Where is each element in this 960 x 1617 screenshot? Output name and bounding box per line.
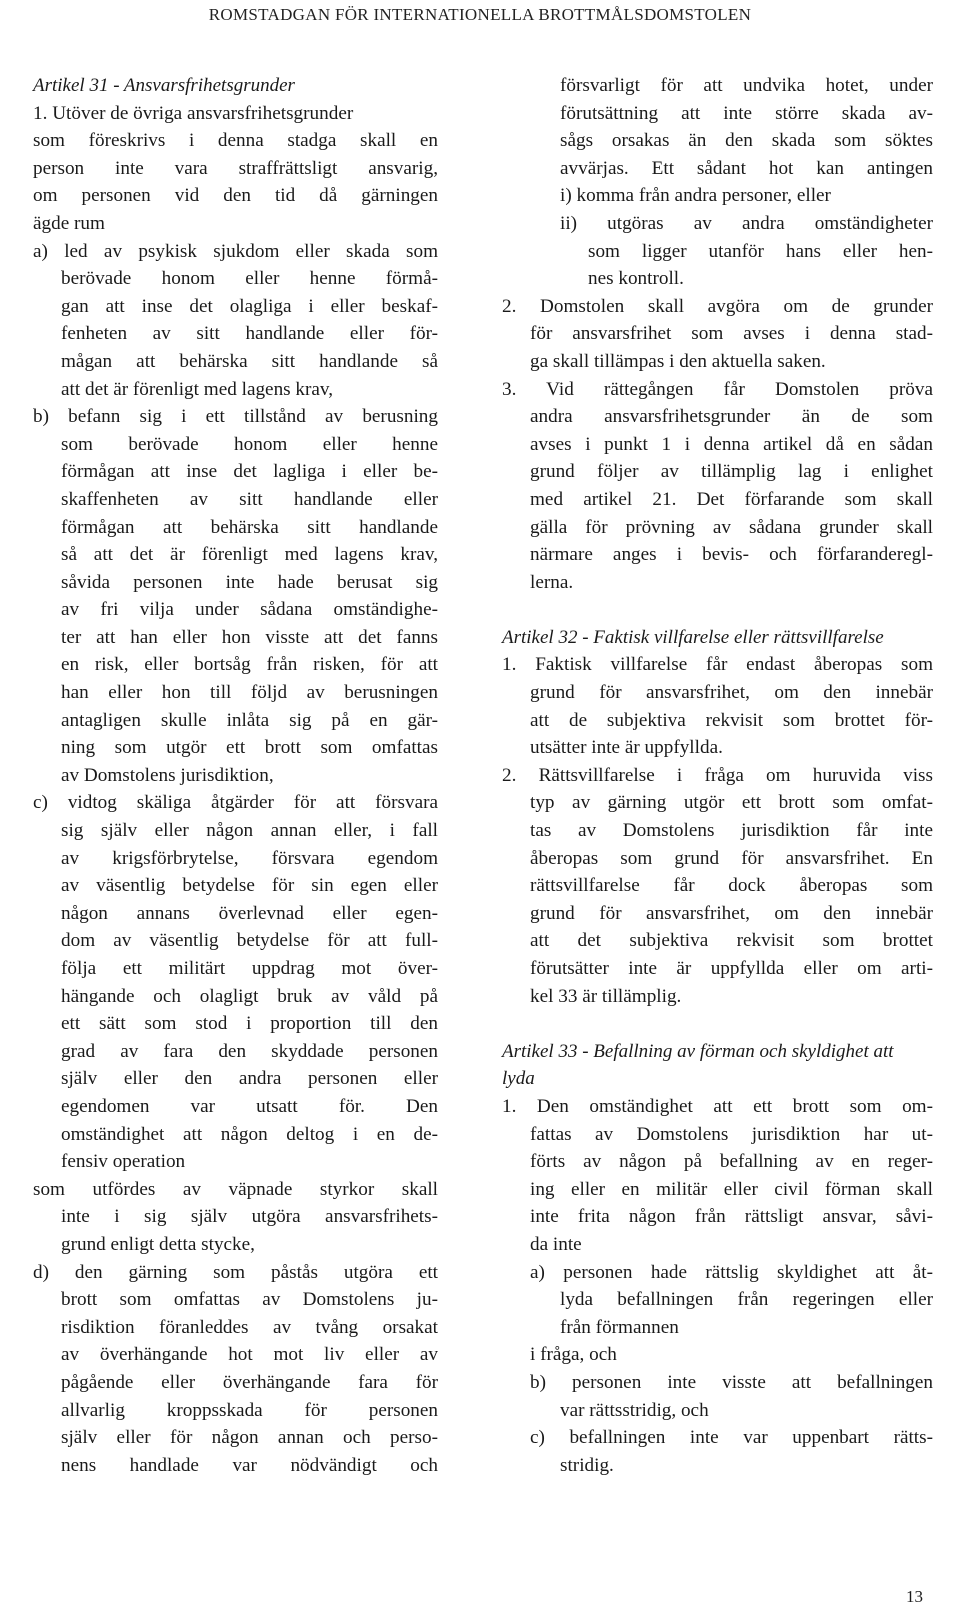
text-line: mågan att behärska sitt handlande så	[61, 350, 438, 372]
text-line: 2. Domstolen skall avgöra om de grunder	[502, 295, 933, 317]
text-line: sig själv eller någon annan eller, i fall	[61, 820, 438, 842]
text-line: av fri vilja under sådana omständighe-	[61, 599, 438, 621]
text-line: skaffenheten av sitt handlande eller	[61, 488, 438, 510]
text-line: inte frita någon från rättsligt ansvar, såvi-	[530, 1206, 933, 1228]
text-line: grad av fara den skyddade personen	[61, 1040, 438, 1062]
text-line: själv eller för någon annan och perso-	[61, 1427, 438, 1449]
page-number: 13	[906, 1587, 923, 1606]
text-line: b) personen inte visste att befallningen	[530, 1371, 933, 1393]
text-line: utsätter inte är uppfyllda.	[530, 737, 723, 759]
text-line: inte i sig själv utgöra ansvarsfrihets-	[61, 1206, 438, 1228]
text-line: 1. Faktisk villfarelse får endast åberopas som	[502, 654, 933, 676]
text-line: tas av Domstolens jurisdiktion får inte	[530, 820, 933, 842]
text-line: antagligen skulle inlåta sig på en gär-	[61, 709, 438, 731]
text-line: med artikel 21. Det förfarande som skall	[530, 488, 933, 510]
text-line: som föreskrivs i denna stadga skall en	[33, 130, 438, 152]
text-line: av överhängande hot mot liv eller av	[61, 1344, 438, 1366]
text-line: som berövade honom eller henne	[61, 433, 438, 455]
text-line: fensiv operation	[61, 1151, 186, 1173]
text-line: berövade honom eller henne förmå-	[61, 268, 438, 290]
text-line: av väsentlig betydelse för sin egen eller	[61, 875, 438, 897]
text-line: person inte vara straffrättsligt ansvarig,	[33, 157, 438, 179]
text-line: andra ansvarsfrihetsgrunder än de som	[530, 406, 933, 428]
text-line: av Domstolens jurisdiktion,	[61, 764, 274, 786]
text-line: fenheten av sitt handlande eller för-	[61, 323, 438, 345]
text-line: förutsätter inte är uppfyllda eller om arti-	[530, 958, 933, 979]
text-line: typ av gärning utgör ett brott som omfat-	[530, 792, 933, 814]
text-line: a) personen hade rättslig skyldighet att åt-	[530, 1261, 933, 1283]
text-line: risdiktion föranleddes av tvång orsakat	[61, 1316, 438, 1338]
text-line: egendomen var utsatt för. Den	[61, 1095, 438, 1117]
text-line: närmare anges i bevis- och förfaranderegl-	[530, 544, 933, 566]
text-line: ett sätt som stod i proportion till den	[61, 1013, 438, 1035]
text-line: att det är förenligt med lagens krav,	[61, 378, 334, 400]
text-line: så att det är förenligt med lagens krav,	[61, 544, 438, 566]
text-line: i) komma från andra personer, eller	[560, 185, 831, 207]
text-line: a) led av psykisk sjukdom eller skada som	[33, 240, 438, 262]
article-heading: Artikel 31 - Ansvarsfrihetsgrunder	[33, 75, 295, 96]
running-header: ROMSTADGAN FÖR INTERNATIONELLA BROTTMÅLSDOMSTOLEN	[208, 5, 752, 24]
text-line: nens handlade var nödvändigt och	[61, 1454, 438, 1476]
text-line: att det subjektiva rekvisit som brottet	[530, 930, 933, 952]
text-line: grund för ansvarsfrihet, om den innebär	[530, 902, 933, 924]
text-line: 1. Utöver de övriga ansvarsfrihetsgrunder	[33, 102, 354, 124]
text-line: om personen vid den tid då gärningen	[33, 185, 438, 207]
text-line: nes kontroll.	[588, 268, 684, 290]
text-line: grund för ansvarsfrihet, om den innebär	[530, 682, 933, 704]
text-line: följa ett militärt uppdrag mot över-	[61, 958, 438, 979]
text-line: brott som omfattas av Domstolens ju-	[61, 1289, 438, 1311]
text-line: grund enligt detta stycke,	[61, 1233, 255, 1255]
text-line: hängande och olagligt bruk av våld på	[61, 985, 438, 1007]
text-line: av krigsförbrytelse, försvara egendom	[61, 847, 438, 869]
text-line: ning som utgör ett brott som omfattas	[61, 737, 438, 759]
text-line: 1. Den omständighet att ett brott som om-	[502, 1095, 933, 1117]
text-line: åberopas som grund för ansvarsfrihet. En	[530, 847, 933, 869]
text-line: förmågan att inse det lagliga i eller be-	[61, 461, 438, 483]
paragraph-gap	[560, 1010, 933, 1038]
text-line: allvarlig kroppsskada för personen	[61, 1399, 438, 1421]
text-line: såvida personen inte hade berusat sig	[61, 571, 438, 593]
text-line: rättsvillfarelse får dock åberopas som	[530, 875, 933, 897]
text-line: förutsättning att inte större skada av-	[560, 102, 933, 124]
text-line: försvarligt för att undvika hotet, under	[560, 75, 933, 96]
text-line: i fråga, och	[530, 1344, 617, 1366]
text-line: sågs orsakas än den skada som söktes	[560, 130, 933, 152]
text-line: da inte	[530, 1233, 582, 1255]
text-line: gälla för prövning av sådana grunder skall	[530, 516, 933, 538]
text-line: var rättsstridig, och	[560, 1399, 709, 1421]
article-heading: Artikel 33 - Befallning av förman och skyldighet att	[502, 1040, 894, 1062]
text-line: avses i punkt 1 i denna artikel då en sådan	[530, 433, 933, 455]
text-line: pågående eller överhängande fara för	[61, 1371, 438, 1393]
text-line: att de subjektiva rekvisit som brottet för-	[530, 709, 933, 731]
text-line: 2. Rättsvillfarelse i fråga om huruvida viss	[502, 764, 933, 786]
text-line: gan att inse det olagliga i eller beskaf-	[61, 295, 438, 317]
text-line: ter att han eller hon visste att det fanns	[61, 626, 438, 648]
text-line: ing eller en militär eller civil förman skall	[530, 1178, 933, 1200]
text-line: från förmannen	[560, 1316, 679, 1338]
text-line: kel 33 är tillämplig.	[530, 985, 682, 1007]
article-heading: Artikel 32 - Faktisk villfarelse eller rättsvillfarelse	[502, 626, 884, 648]
text-line: själv eller den andra personen eller	[61, 1068, 438, 1090]
text-line: c) befallningen inte var uppenbart rätts-	[530, 1427, 933, 1449]
text-line: han eller hon till följd av berusningen	[61, 682, 438, 704]
text-line: avvärjas. Ett sådant hot kan antingen	[560, 157, 933, 179]
text-line: stridig.	[560, 1454, 614, 1476]
text-line: omständighet att någon deltog i en de-	[61, 1123, 438, 1145]
text-line: för ansvarsfrihet som avses i denna stad-	[530, 323, 933, 345]
text-line: grund följer av tillämplig lag i enlighet	[530, 461, 933, 483]
text-line: ii) utgöras av andra omständigheter	[560, 212, 933, 234]
text-line: någon annans överlevnad eller egen-	[61, 902, 438, 924]
text-line: ägde rum	[33, 212, 105, 234]
text-line: som ligger utanför hans eller hen-	[588, 240, 933, 262]
text-line: lyda befallningen från regeringen eller	[560, 1289, 933, 1311]
left-column	[33, 72, 438, 1479]
text-line: ga skall tillämpas i den aktuella saken.	[530, 350, 826, 372]
text-line: som utfördes av väpnade styrkor skall	[33, 1178, 438, 1200]
paragraph-gap	[560, 596, 933, 624]
article-heading: lyda	[502, 1068, 535, 1090]
right-column	[502, 72, 933, 1479]
text-line: dom av väsentlig betydelse för att full-	[61, 930, 438, 952]
text-line: c) vidtog skäliga åtgärder för att försvara	[33, 792, 438, 814]
text-line: b) befann sig i ett tillstånd av berusning	[33, 406, 438, 428]
text-line: fattas av Domstolens jurisdiktion har ut-	[530, 1123, 933, 1145]
text-line: 3. Vid rättegången får Domstolen pröva	[502, 378, 933, 400]
text-line: d) den gärning som påstås utgöra ett	[33, 1261, 438, 1283]
text-line: en risk, eller bortsåg från risken, för att	[61, 654, 438, 676]
text-line: förts av någon på befallning av en reger-	[530, 1151, 933, 1173]
text-line: förmågan att behärska sitt handlande	[61, 516, 438, 538]
text-line: lerna.	[530, 571, 574, 593]
